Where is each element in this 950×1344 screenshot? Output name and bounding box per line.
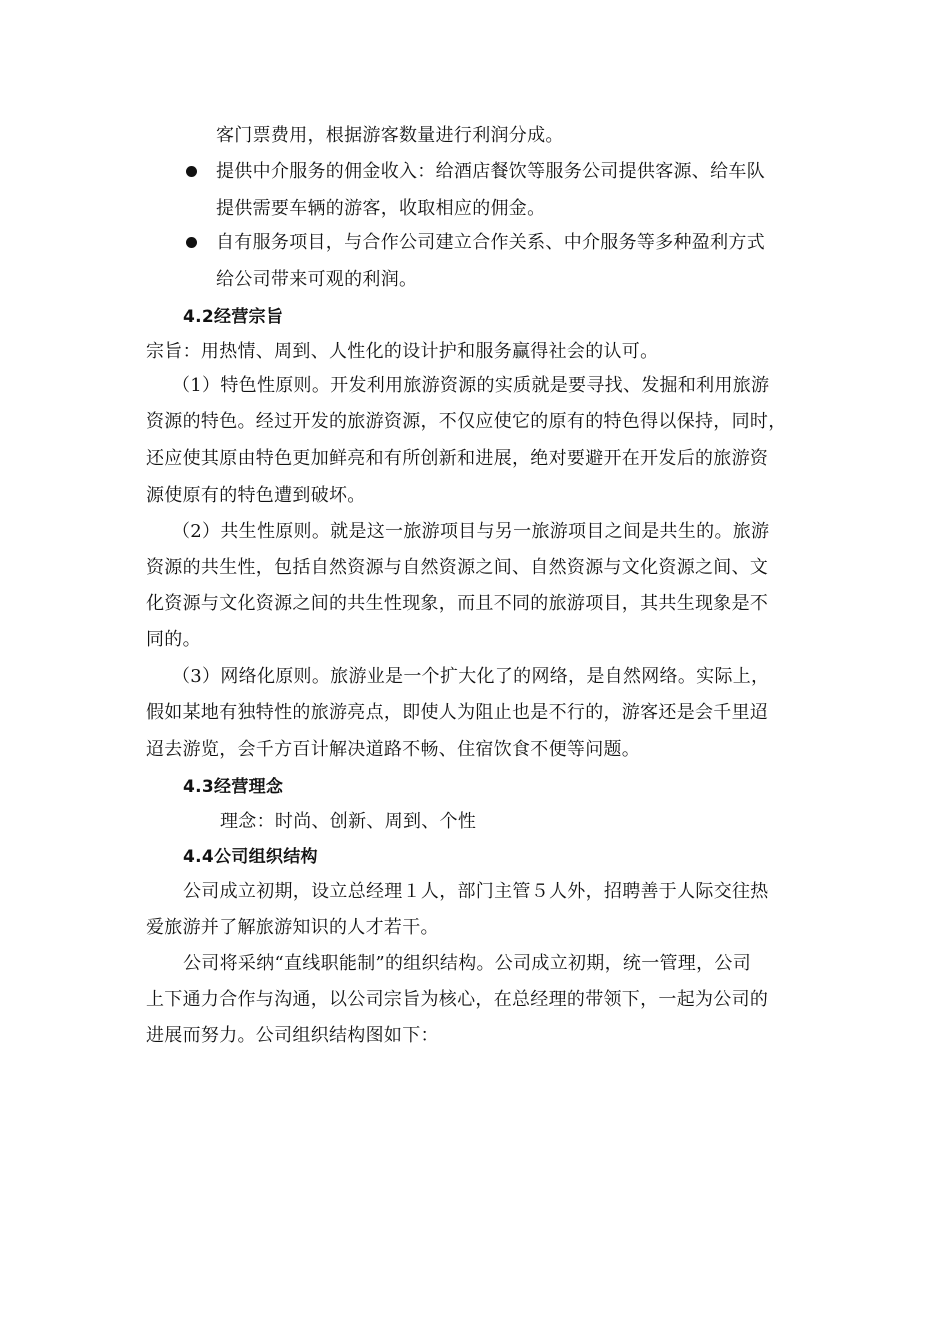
paragraph-line: 资源的共生性，包括自然资源与自然资源之间、自然资源与文化资源之间、文	[146, 557, 769, 578]
paragraph-line: 资源的特色。经过开发的旅游资源，不仅应使它的原有的特色得以保持，同时，	[146, 411, 787, 432]
paragraph-line: 爱旅游并了解旅游知识的人才若干。	[146, 917, 439, 938]
purpose-paragraph: 宗旨：用热情、周到、人性化的设计护和服务赢得社会的认可。	[146, 341, 659, 362]
paragraph-line: 公司将采纳“直线职能制”的组织结构。公司成立初期，统一管理，公司	[183, 953, 752, 974]
paragraph-line: （2）共生性原则。就是这一旅游项目与另一旅游项目之间是共生的。旅游	[172, 521, 770, 542]
paragraph-line: 源使原有的特色遭到破坏。	[146, 485, 366, 506]
paragraph-line: 迢去游览，会千方百计解决道路不畅、住宿饮食不便等问题。	[146, 739, 641, 760]
philosophy-paragraph: 理念：时尚、创新、周到、个性	[220, 811, 477, 832]
bullet-item-line: 提供需要车辆的游客，收取相应的佣金。	[216, 198, 546, 219]
bullet-dot-icon	[186, 237, 197, 248]
bullet-dot-icon	[186, 166, 197, 177]
paragraph-line: 还应使其原由特色更加鲜亮和有所创新和进展，绝对要避开在开发后的旅游资	[146, 448, 769, 469]
paragraph-line: （1）特色性原则。开发利用旅游资源的实质就是要寻找、发掘和利用旅游	[172, 375, 770, 396]
bullet-item-line: 提供中介服务的佣金收入：给酒店餐饮等服务公司提供客源、给车队	[216, 161, 765, 182]
bullet-item-line: 给公司带来可观的利润。	[216, 269, 418, 290]
bullet-item-line: 自有服务项目，与合作公司建立合作关系、中介服务等多种盈利方式	[216, 232, 765, 253]
paragraph-line: 同的。	[146, 629, 201, 650]
section-heading-4-2: 4.2经营宗旨	[183, 307, 284, 327]
section-heading-4-4: 4.4公司组织结构	[183, 847, 318, 867]
paragraph-line: 进展而努力。公司组织结构图如下：	[146, 1025, 439, 1046]
section-heading-4-3: 4.3经营理念	[183, 777, 284, 797]
paragraph-line: 化资源与文化资源之间的共生性现象，而且不同的旅游项目，其共生现象是不	[146, 593, 769, 614]
paragraph-line: 公司成立初期，设立总经理１人，部门主管５人外，招聘善于人际交往热	[183, 881, 769, 902]
paragraph-line: （3）网络化原则。旅游业是一个扩大化了的网络，是自然网络。实际上，	[172, 666, 770, 687]
body-line: 客门票费用，根据游客数量进行利润分成。	[216, 125, 564, 146]
paragraph-line: 假如某地有独特性的旅游亮点，即使人为阻止也是不行的，游客还是会千里迢	[146, 702, 769, 723]
paragraph-line: 上下通力合作与沟通，以公司宗旨为核心，在总经理的带领下，一起为公司的	[146, 989, 769, 1010]
